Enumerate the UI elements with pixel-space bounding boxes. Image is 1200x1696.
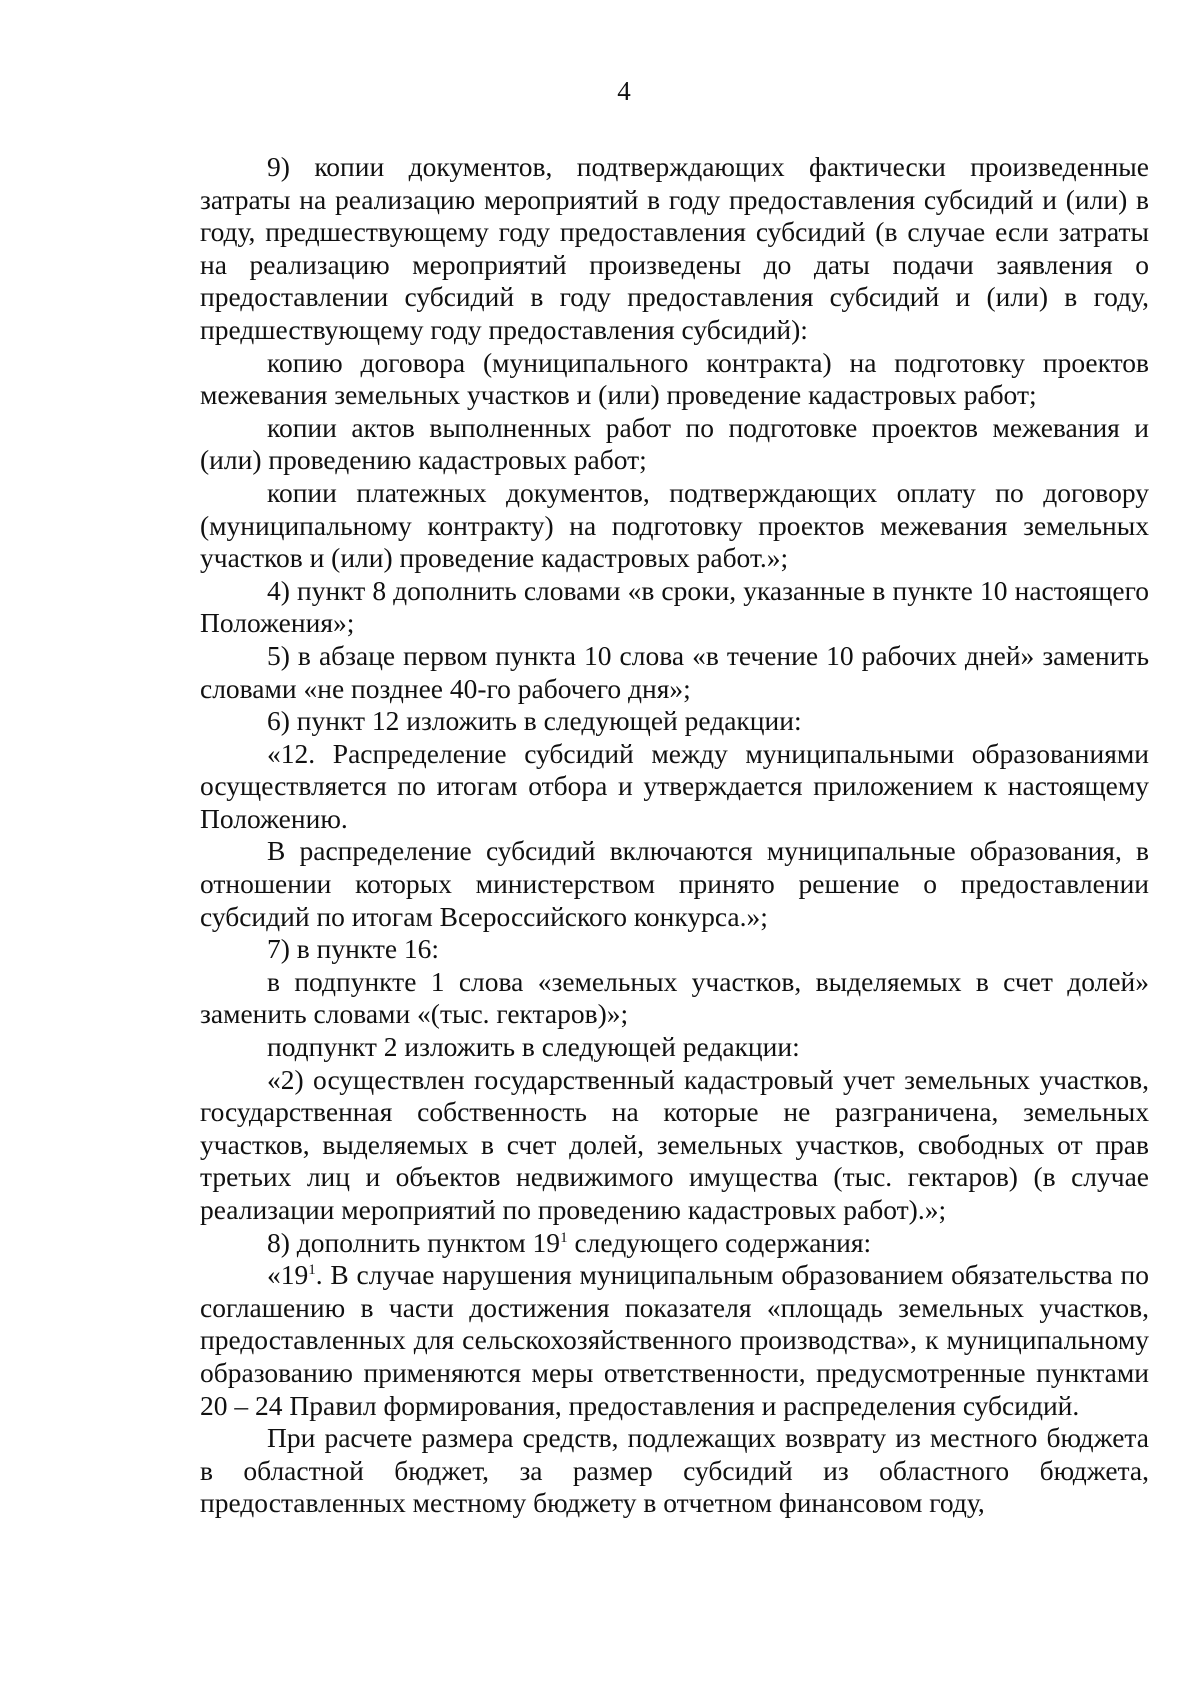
paragraph-amendment-8-before: 8) дополнить пунктом 19 — [267, 1226, 561, 1258]
paragraph-acts-copy: копии актов выполненных работ по подготовке проектов межевания и (или) проведению кадастровых работ; — [200, 411, 1149, 476]
paragraph-contract-copy: копию договора (муниципального контракта) на подготовку проектов межевания земельных участков и (или) проведение кадастровых работ; — [200, 346, 1149, 411]
paragraph-subclause-2-intro: подпункт 2 изложить в следующей редакции: — [267, 1031, 800, 1063]
paragraph-distribution: В распределение субсидий включаются муниципальные образования, в отношении которых министерством принято решение о предоставлении субсидий по итогам Всероссийского конкурса.»; — [200, 835, 1149, 932]
paragraph-amendment-7: 7) в пункте 16: — [267, 933, 440, 965]
paragraph-amendment-6: 6) пункт 12 изложить в следующей редакции: — [267, 705, 802, 737]
paragraph-amendment-8-after: следующего содержания: — [567, 1226, 872, 1258]
paragraph-item-9: 9) копии документов, подтверждающих фактически произведенные затраты на реализацию мероприятий в году предоставления субсидий и (или) в году, предшествующему году предоставления субсидий (в случае если затраты на реализацию мероприятий произведены до даты подачи заявления о предоставлении субсидий в году предоставления субсидий и (или) в году, предшествующему году предоставления субсидий): — [200, 151, 1149, 345]
paragraph-clause-19-1-before: «19 — [267, 1259, 309, 1291]
paragraph-refund-calculation: При расчете размера средств, подлежащих возврату из местного бюджета в областной бюджет, за размер субсидий из областного бюджета, предоставленных местному бюджету в отчетном финансовом году, — [200, 1422, 1149, 1519]
superscript-1: 1 — [308, 1262, 316, 1279]
paragraph-subclause-1: в подпункте 1 слова «земельных участков, выделяемых в счет долей» заменить словами «(тыс. гектаров)»; — [200, 965, 1149, 1030]
page-number: 4 — [617, 76, 631, 106]
paragraph-clause-19-1 — [200, 1259, 1149, 1422]
document-body — [200, 151, 1149, 1520]
paragraph-payment-copy: копии платежных документов, подтверждающих оплату по договору (муниципальному контракту) на подготовку проектов межевания земельных участков и (или) проведение кадастровых работ.»; — [200, 476, 1149, 574]
paragraph-amendment-8 — [200, 1227, 1149, 1260]
paragraph-amendment-4: 4) пункт 8 дополнить словами «в сроки, указанные в пункте 10 настоящего Положения»; — [200, 574, 1149, 639]
paragraph-clause-12: «12. Распределение субсидий между муниципальными образованиями осуществляется по итогам отбора и утверждается приложением к настоящему Положению. — [200, 737, 1149, 834]
superscript-1: 1 — [560, 1229, 568, 1246]
paragraph-clause-19-1-after: . В случае нарушения муниципальным образованием обязательства по соглашению в части достижения показателя «площадь земельных участков, предоставленных для сельскохозяйственного производства», к муниципальному образованию применяются меры ответственности, предусмотренные пунктами 20 – 24 Правил формирования, предоставления и распределения субсидий. — [200, 1259, 1149, 1421]
paragraph-amendment-5: 5) в абзаце первом пункта 10 слова «в течение 10 рабочих дней» заменить словами «не позднее 40-го рабочего дня»; — [200, 639, 1149, 704]
paragraph-subclause-2: «2) осуществлен государственный кадастровый учет земельных участков, государственная собственность на которые не разграничена, земельных участков, выделяемых в счет долей, земельных участков, свободных от прав третьих лиц и объектов недвижимого имущества (тыс. гектаров) (в случае реализации мероприятий по проведению кадастровых работ).»; — [200, 1063, 1149, 1225]
